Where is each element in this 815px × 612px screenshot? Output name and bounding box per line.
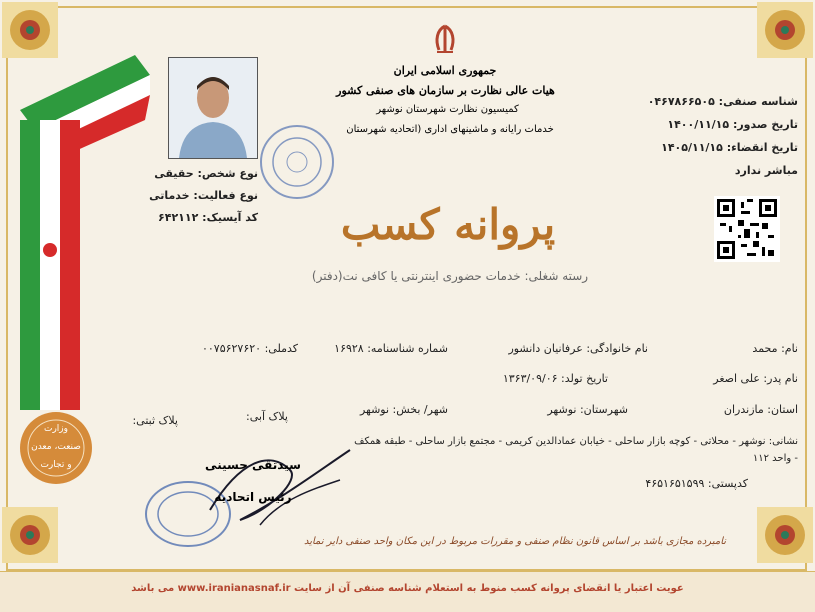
family-name-label: نام خانوادگی: <box>586 342 648 355</box>
family-name-value: عرفانیان دانشور <box>508 342 583 355</box>
activity-type-row <box>149 189 258 202</box>
county-row <box>518 403 628 416</box>
guild-id-row <box>648 95 798 108</box>
city-row <box>338 403 448 416</box>
id-number-value: ۱۶۹۲۸ <box>334 342 364 355</box>
address-line-1: نشانی: نوشهر - محلاتی - کوچه بازار ساحلی - خیابان عمادالدین کریمی - مجتمع بازار ساحلی - طبقه همکف <box>354 436 798 447</box>
postal-code-label: کدپستی: <box>707 477 748 490</box>
id-number-label: شماره شناسنامه: <box>367 342 448 355</box>
activity-type-value: خدماتی <box>149 189 190 202</box>
ministry-seal-line-3: و تجارت <box>40 460 72 470</box>
corner-ornament-bottom-left <box>0 505 60 565</box>
document-title: پروانه کسب <box>340 200 556 249</box>
city-label: شهر/ بخش: <box>392 403 448 416</box>
father-name-value: علی اصغر <box>713 372 760 385</box>
header-commission: کمیسیون نظارت شهرستان نوشهر <box>376 104 519 115</box>
qr-code-icon[interactable] <box>714 196 780 262</box>
county-label: شهرستان: <box>579 403 628 416</box>
postal-code-row <box>578 477 748 490</box>
address-line-2: - واحد ۱۱۲ <box>752 453 798 464</box>
city-value: نوشهر <box>359 403 390 416</box>
footer-verification-note: عویت اعتبار یا انقضای پروانه کسب منوط به استعلام شناسه صنفی آن از سایت www.iranianasnaf.ir می باشد <box>131 583 684 594</box>
blue-plate-label: پلاک آبی: <box>246 410 288 423</box>
isic-code-label: کد آیسیک: <box>202 211 258 224</box>
expiry-date-label: تاریخ انقضاء: <box>726 141 798 154</box>
profile-photo <box>168 57 258 159</box>
union-stamp-top <box>257 122 337 202</box>
guild-id-value: ۰۴۶۷۸۶۶۵۰۵ <box>647 95 715 108</box>
corner-ornament-top-right <box>755 0 815 60</box>
birth-date-value: ۱۳۶۳/۰۹/۰۶ <box>502 372 558 385</box>
registered-plate-label: پلاک ثبتی: <box>132 414 178 427</box>
guild-id-label: شناسه صنفی: <box>718 95 798 108</box>
manager-status: مباشر ندارد <box>734 164 798 177</box>
header-union: خدمات رایانه و ماشینهای اداری (اتحادیه شهرستان <box>346 124 554 135</box>
first-name-value: محمد <box>752 342 778 355</box>
ministry-seal <box>18 410 94 486</box>
corner-ornament-bottom-right <box>755 505 815 565</box>
id-number-row <box>308 342 448 355</box>
first-name-row <box>738 342 798 355</box>
iran-emblem-icon <box>427 22 463 58</box>
national-code-row <box>168 342 298 355</box>
signatory-role: رئیس اتحادیه <box>214 490 292 504</box>
first-name-label: نام: <box>781 342 798 355</box>
activity-type-label: نوع فعالیت: <box>193 189 258 202</box>
expiry-date-row <box>648 141 798 154</box>
issue-date-value: ۱۴۰۰/۱۱/۱۵ <box>667 118 730 131</box>
expiry-date-value: ۱۴۰۵/۱۱/۱۵ <box>661 141 723 154</box>
issue-date-row <box>648 118 798 131</box>
issue-date-label: تاریخ صدور: <box>732 118 798 131</box>
father-name-row <box>688 372 798 385</box>
business-category: رسته شغلی: خدمات حضوری اینترنتی یا کافی نت(دفتر) <box>311 269 589 283</box>
county-value: نوشهر <box>547 403 577 416</box>
birth-date-row <box>478 372 608 385</box>
iran-flag-ribbon <box>15 50 155 420</box>
father-name-label: نام پدر: <box>763 372 798 385</box>
national-code-value: ۰۰۷۵۶۲۷۶۲۰ <box>201 342 262 355</box>
birth-date-label: تاریخ تولد: <box>561 372 608 385</box>
family-name-row <box>478 342 648 355</box>
national-code-label: کدملی: <box>264 342 298 355</box>
province-value: مازندران <box>723 403 764 416</box>
person-type-label: نوع شخص: <box>197 167 258 180</box>
province-row <box>688 403 798 416</box>
person-type-value: حقیقی <box>154 167 194 180</box>
signature-icon <box>200 440 360 530</box>
person-type-row <box>154 167 258 180</box>
isic-code-value: ۶۴۲۱۱۲ <box>158 211 199 224</box>
postal-code-value: ۴۶۵۱۶۵۱۵۹۹ <box>645 477 705 490</box>
header-council: هیات عالی نظارت بر سازمان های صنفی کشور <box>336 84 555 97</box>
legal-notice: نامبرده مجازی باشد بر اساس قانون نظام صنفی و مقررات مربوط در این مکان واحد صنفی دایر نماید <box>303 536 727 547</box>
person-photo-icon <box>169 58 257 158</box>
footer-bar <box>0 571 815 612</box>
header-country: جمهوری اسلامی ایران <box>393 64 497 77</box>
signatory-name: سیدتقی حسینی <box>205 458 301 472</box>
ministry-seal-line-1: وزارت <box>43 424 68 434</box>
province-label: استان: <box>767 403 798 416</box>
ministry-seal-line-2: صنعت، معدن <box>31 442 81 452</box>
isic-code-row <box>158 211 258 224</box>
